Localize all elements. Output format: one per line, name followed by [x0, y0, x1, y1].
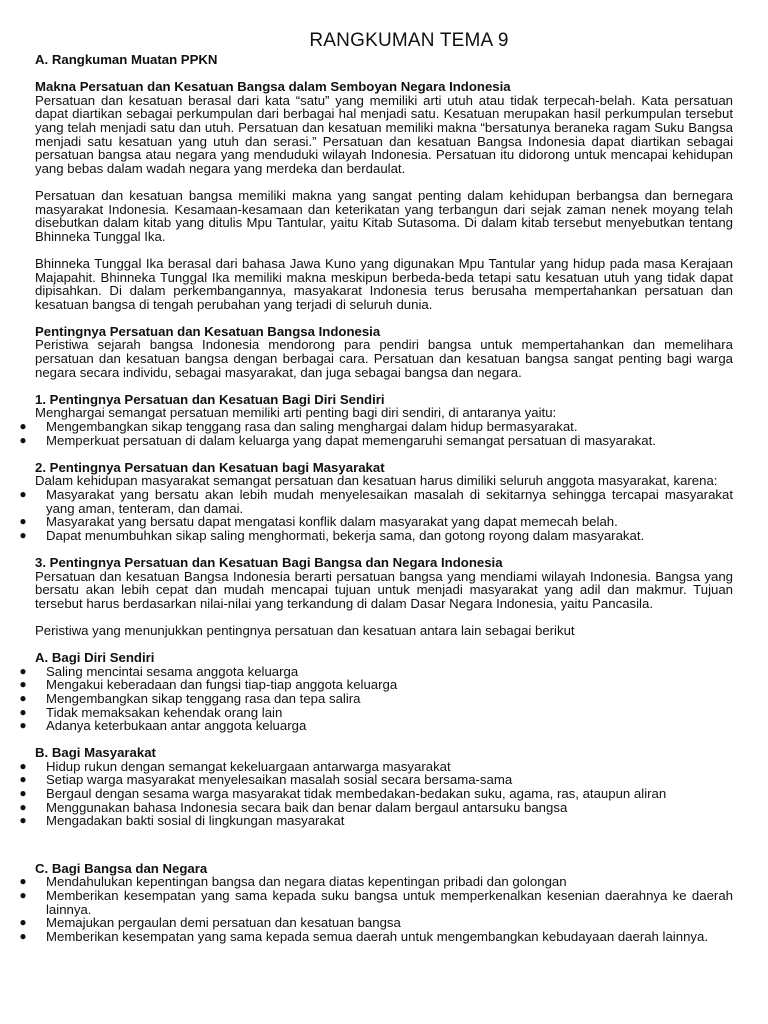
list-item-text: Memperkuat persatuan di dalam keluarga yang dapat memengaruhi semangat persatuan di masyarakat.: [46, 432, 656, 448]
list-item-text: Mengembangkan sikap tenggang rasa dan tepa salira: [46, 690, 361, 706]
document-page: [19, 30, 733, 944]
bullet-icon: ●: [19, 677, 27, 692]
list-item-text: Mengembangkan sikap tenggang rasa dan saling menghargai dalam hidup bermasyarakat.: [46, 419, 578, 435]
spacer: [35, 379, 733, 393]
bullet-icon: ●: [19, 772, 27, 787]
bullet-list: [19, 487, 733, 543]
bullet-icon: ●: [19, 690, 27, 705]
spacer: [35, 311, 733, 325]
list-item: [19, 874, 733, 890]
document-title: RANGKUMAN TEMA 9: [309, 30, 509, 51]
paragraph: Peristiwa yang menunjukkan pentingnya persatuan dan kesatuan antara lain sebagai berikut: [35, 622, 575, 638]
bullet-icon: ●: [19, 786, 27, 801]
list-item: [19, 915, 733, 931]
list-item-text: Bergaul dengan sesama warga masyarakat tidak membedakan-bedakan suku, agama, ras, ataupun aliran: [46, 786, 667, 802]
list-item: [19, 758, 733, 774]
bullet-icon: ●: [19, 813, 27, 828]
list-item: [19, 419, 733, 435]
bullet-icon: ●: [19, 419, 27, 434]
bullet-icon: ●: [19, 758, 27, 773]
list-item-text: Dapat menumbuhkan sikap saling menghormati, bekerja sama, dan gotong royong dalam masyarakat.: [46, 527, 645, 543]
spacer: [35, 67, 733, 81]
bullet-icon: ●: [19, 915, 27, 930]
list-item-text: Hidup rukun dengan semangat kekeluargaan antarwarga masyarakat: [46, 758, 451, 774]
spacer: [35, 243, 733, 257]
subheading-makna: Makna Persatuan dan Kesatuan Bangsa dalam Semboyan Negara Indonesia: [35, 79, 511, 95]
spacer: [35, 175, 733, 189]
bullet-list: [19, 758, 733, 829]
spacer: [35, 638, 733, 652]
paragraph: Peristiwa sejarah bangsa Indonesia mendorong para pendiri bangsa untuk mempertahankan dan memelihara persatuan dan kesatuan bangsa dengan berbagai cara. Persatuan dan kesatuan bangsa sangat penting bagi warga negara secara individu, sebagai masyarakat, dan juga sebagai bangsa dan negara.: [35, 337, 733, 380]
point-heading-diri-sendiri: 1. Pentingnya Persatuan dan Kesatuan Bagi Diri Sendiri: [35, 391, 385, 407]
list-item-text: Adanya keterbukaan antar anggota keluarga: [46, 718, 307, 734]
bullet-icon: ●: [19, 663, 27, 678]
bullet-icon: ●: [19, 799, 27, 814]
list-item-text: Memajukan pergaulan demi persatuan dan kesatuan bangsa: [46, 915, 401, 931]
bullet-icon: ●: [19, 874, 27, 889]
bullet-list: [19, 419, 733, 448]
list-heading-bangsa-negara: C. Bagi Bangsa dan Negara: [35, 860, 208, 876]
list-item: [19, 514, 733, 530]
list-item: [19, 718, 733, 734]
list-item-text: Menggunakan bahasa Indonesia secara baik dan benar dalam bergaul antarsuku bangsa: [46, 799, 568, 815]
list-heading-masyarakat: B. Bagi Masyarakat: [35, 745, 156, 761]
bullet-icon: ●: [19, 718, 27, 733]
point-heading-masyarakat: 2. Pentingnya Persatuan dan Kesatuan bagi Masyarakat: [35, 459, 385, 475]
list-item-text: Setiap warga masyarakat menyelesaikan masalah sosial secara bersama-sama: [46, 772, 513, 788]
paragraph: Menghargai semangat persatuan memiliki arti penting bagi diri sendiri, di antaranya yaitu:: [35, 405, 557, 421]
list-item-text: Mengakui keberadaan dan fungsi tiap-tiap anggota keluarga: [46, 677, 398, 693]
list-item: [19, 432, 733, 448]
list-item: [19, 772, 733, 788]
bullet-icon: ●: [19, 432, 27, 447]
list-item-text: Masyarakat yang bersatu akan lebih mudah menyelesaikan masalah di sekitarnya sehingga tercapai masyarakat yang aman, tenteram, dan damai.: [46, 487, 733, 516]
list-item-text: Mengadakan bakti sosial di lingkungan masyarakat: [46, 813, 345, 829]
list-item-text: Saling mencintai sesama anggota keluarga: [46, 663, 299, 679]
list-item-text: Tidak memaksakan kehendak orang lain: [46, 704, 283, 720]
list-item-text: Memberikan kesempatan yang sama kepada suku bangsa untuk memperkenalkan kesenian daerahnya ke daerah lainnya.: [46, 888, 733, 917]
section-heading-ppkn: A. Rangkuman Muatan PPKN: [35, 52, 218, 67]
list-item: [19, 527, 733, 543]
list-item: [19, 487, 733, 516]
bullet-icon: ●: [19, 527, 27, 542]
spacer: [35, 542, 733, 556]
point-heading-bangsa-negara: 3. Pentingnya Persatuan dan Kesatuan Bagi Bangsa dan Negara Indonesia: [35, 554, 503, 570]
bullet-list: [19, 874, 733, 944]
list-item: [19, 677, 733, 693]
list-heading-diri-sendiri: A. Bagi Diri Sendiri: [35, 650, 155, 666]
spacer: [35, 610, 733, 624]
list-item: [19, 786, 733, 802]
list-item: [19, 888, 733, 917]
list-item: [19, 704, 733, 720]
paragraph: Bhinneka Tunggal Ika berasal dari bahasa Jawa Kuno yang digunakan Mpu Tantular yang hidup pada masa Kerajaan Majapahit. Bhinneka Tunggal Ika memiliki makna meskipun berbeda-beda tetapi satu kesatuan utuh yang tidak dapat dipisahkan. Di dalam perkembangannya, masyakarat Indonesia terus berusaha mempertahankan persatuan dan kesatuan bangsa di tengah perubahan yang terjadi di seluruh dunia.: [35, 255, 733, 312]
spacer: [35, 828, 733, 862]
list-item-text: Mendahulukan kepentingan bangsa dan negara diatas kepentingan pribadi dan golongan: [46, 874, 567, 890]
bullet-list: [19, 663, 733, 734]
bullet-icon: ●: [19, 888, 27, 903]
bullet-icon: ●: [19, 514, 27, 529]
bullet-icon: ●: [19, 487, 27, 501]
bullet-icon: ●: [19, 928, 27, 943]
bullet-icon: ●: [19, 704, 27, 719]
subheading-pentingnya: Pentingnya Persatuan dan Kesatuan Bangsa Indonesia: [35, 323, 381, 339]
list-item: [19, 690, 733, 706]
list-item: [19, 928, 733, 944]
spacer: [35, 447, 733, 461]
list-item: [19, 813, 733, 829]
paragraph: Persatuan dan kesatuan Bangsa Indonesia berarti persatuan bangsa yang mendiami wilayah Indonesia. Bangsa yang bersatu akan lebih cepat dan mudah mencapai tujuan untuk menjadi masyarakat yang adil dan makmur. Tujuan tersebut harus berdasarkan nilai-nilai yang terkandung di dalam Dasar Negara Indonesia, yaitu Pancasila.: [35, 568, 733, 611]
spacer: [35, 733, 733, 747]
list-item-text: Masyarakat yang bersatu dapat mengatasi konflik dalam masyarakat yang dapat memecah belah.: [46, 514, 618, 530]
list-item: [19, 663, 733, 679]
paragraph: Dalam kehidupan masyarakat semangat persatuan dan kesatuan harus dimiliki seluruh anggota masyarakat, karena:: [35, 473, 718, 489]
list-item: [19, 799, 733, 815]
list-item-text: Memberikan kesempatan yang sama kepada semua daerah untuk mengembangkan kebudayaan daerah lainnya.: [46, 928, 709, 944]
paragraph: Persatuan dan kesatuan berasal dari kata “satu” yang memiliki arti utuh atau tidak terpecah-belah. Kata persatuan dapat diartikan sebagai perkumpulan dari berbagai hal menjadi satu. Kesatuan merupakan hasil perkumpulan tersebut yang telah menjadi satu dan utuh. Persatuan dan kesatuan memiliki makna “bersatunya beraneka ragam Suku Bangsa menjadi satu kesatuan yang utuh dan serasi.” Persatuan dan kesatuan Bangsa Indonesia dapat diartikan sebagai persatuan bangsa atau negara yang menduduki wilayah Indonesia. Persatuan itu didorong untuk mencapai kehidupan yang bebas dalam wadah negara yang merdeka dan berdaulat.: [35, 92, 733, 176]
paragraph: Persatuan dan kesatuan bangsa memiliki makna yang sangat penting dalam kehidupan berbangsa dan bernegara masyarakat Indonesia. Kesamaan-kesamaan dan keterikatan yang terbangun dari sejak zaman nenek moyang telah disebutkan dalam kitab yang ditulis Mpu Tantular, yaitu Kitab Sutasoma. Di dalam kitab tersebut menyebutkan tentang Bhinneka Tunggal Ika.: [35, 187, 733, 244]
